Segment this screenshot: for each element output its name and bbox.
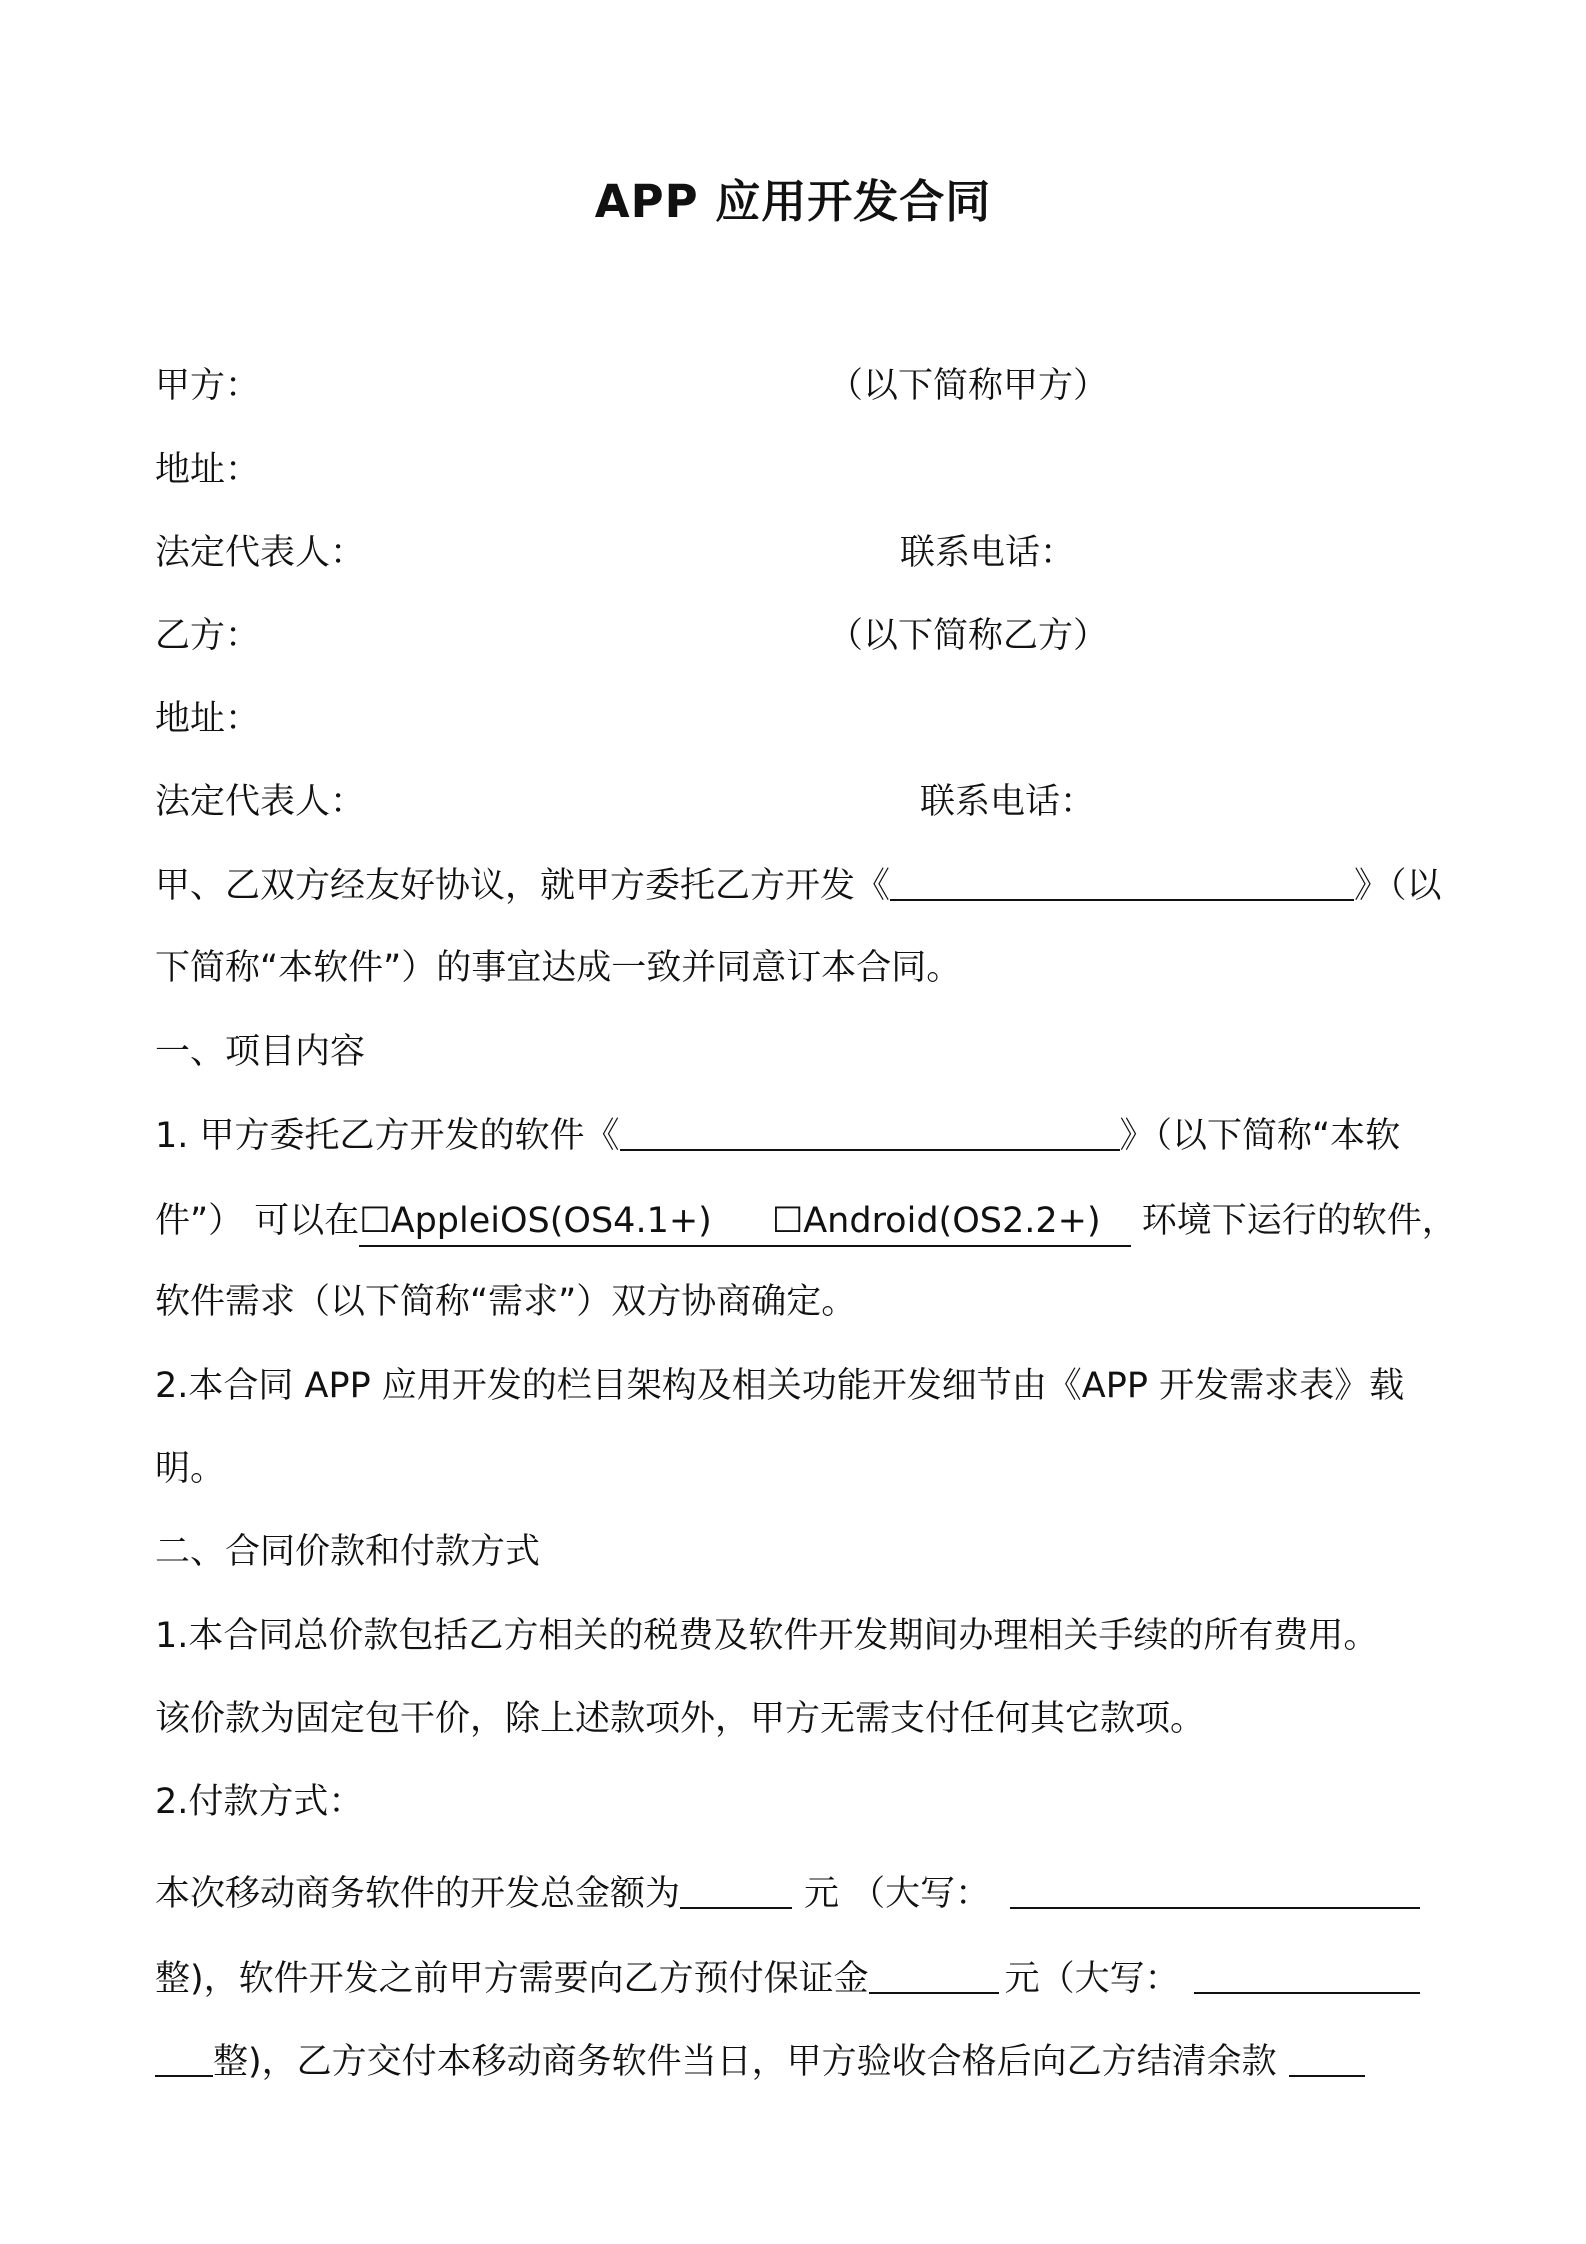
party-a-address: 地址： (155, 450, 261, 490)
party-a-rep: 法定代表人： (155, 533, 366, 573)
total-amount-words-blank[interactable] (1010, 1873, 1420, 1909)
party-a-phone: 联系电话： (900, 533, 1076, 573)
section-1-item-2-line-2: 明。 (155, 1449, 226, 1489)
section-1-heading: 一、项目内容 (155, 1032, 366, 1072)
item-1-text-b: 》（以下简称“本软 (1119, 1116, 1401, 1156)
item-1-text-a: 1. 甲方委托乙方开发的软件《 (155, 1116, 620, 1156)
section-1-item-2-line-1: 2.本合同 APP 应用开发的栏目架构及相关功能开发细节由《APP 开发需求表》载 (155, 1366, 1405, 1406)
party-b-phone: 联系电话： (920, 782, 1096, 822)
section-1-item-1-line-1 (155, 1112, 1400, 1160)
intro-text-a: 甲、乙双方经友好协议，就甲方委托乙方开发《 (155, 866, 891, 906)
payment-line-1-text-b: 元 （大写： (804, 1874, 991, 1914)
section-2-item-2-heading: 2.付款方式： (155, 1782, 364, 1822)
item-1-line-2-text-a: 件”） 可以在 (155, 1201, 360, 1241)
item-1-software-blank[interactable] (620, 1115, 1120, 1151)
intro-line-2: 下简称“本软件”）的事宜达成一致并同意订本合同。 (155, 948, 962, 988)
section-1-item-1-line-3: 软件需求（以下简称“需求”）双方协商确定。 (155, 1282, 857, 1322)
section-2-heading: 二、合同价款和付款方式 (155, 1532, 541, 1572)
deposit-words-blank[interactable] (1194, 1958, 1420, 1994)
payment-line-1-text-a: 本次移动商务软件的开发总金额为 (155, 1874, 681, 1914)
software-name-blank[interactable] (890, 865, 1354, 901)
payment-line-1 (155, 1870, 1420, 1918)
item-1-line-2-text-b: 环境下运行的软件， (1130, 1201, 1457, 1241)
party-b-label: 乙方： (155, 616, 261, 656)
payment-line-2-text-a: 整)，软件开发之前甲方需要向乙方预付保证金 (155, 1959, 869, 1999)
payment-line-2 (155, 1955, 1420, 2003)
deposit-words-blank-continued[interactable] (155, 2041, 213, 2077)
payment-line-3-text-a: 整)，乙方交付本移动商务软件当日，甲方验收合格后向乙方结清余款 (213, 2042, 1277, 2082)
balance-amount-blank[interactable] (1289, 2041, 1365, 2077)
deposit-amount-blank[interactable] (869, 1958, 999, 1994)
party-a-label: 甲方： (155, 366, 261, 406)
payment-line-2-text-b: 元（大写： (1004, 1959, 1180, 1999)
payment-line-3 (155, 2038, 1365, 2086)
section-2-item-1-line-2: 该价款为固定包干价，除上述款项外，甲方无需支付任何其它款项。 (155, 1699, 1206, 1739)
platform-options (359, 1197, 1130, 1247)
party-b-abbr: （以下简称乙方） (828, 616, 1109, 656)
party-a-abbr: （以下简称甲方） (828, 366, 1109, 406)
ios-checkbox-option[interactable]: ☐AppleiOS(OS4.1+) (359, 1201, 712, 1241)
party-b-rep: 法定代表人： (155, 782, 366, 822)
section-2-item-1-line-1: 1.本合同总价款包括乙方相关的税费及软件开发期间办理相关手续的所有费用。 (155, 1616, 1379, 1656)
party-b-address: 地址： (155, 699, 261, 739)
page-title: APP 应用开发合同 (594, 175, 992, 228)
android-checkbox-option[interactable]: ☐Android(OS2.2+) (771, 1201, 1101, 1241)
section-1-item-1-line-2 (155, 1197, 1457, 1247)
intro-text-b: 》（以 (1354, 866, 1442, 906)
intro-line-1 (155, 862, 1442, 910)
total-amount-blank[interactable] (680, 1873, 792, 1909)
